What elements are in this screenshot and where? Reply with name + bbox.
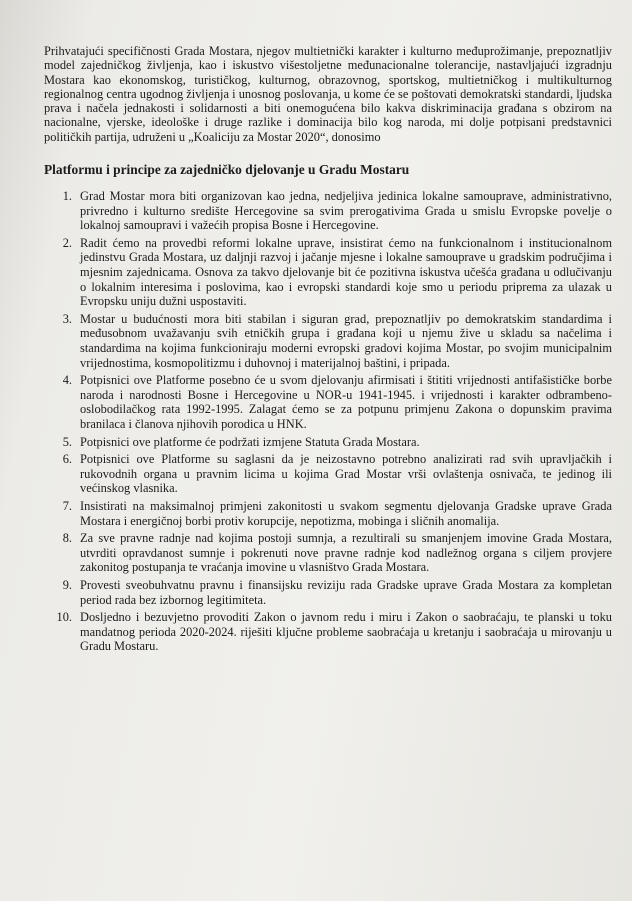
item-text: Potpisnici ove Platforme su saglasni da je neizostavno potrebno analizirati rad svih upravljačkih i rukovodnih organa u pravnim licima u kojima Grad Mostar vrši ovlaštenja osnivača, te jedinog ili većinskog vlasnika. [80, 452, 612, 496]
list-item [44, 312, 612, 370]
section-heading: Platformu i principe za zajedničko djelovanje u Gradu Mostaru [44, 162, 410, 178]
list-item [44, 435, 612, 450]
intro-paragraph: Prihvatajući specifičnosti Grada Mostara, njegov multietnički karakter i kulturno međuprožimanje, prepoznatljiv model zajedničkog življenja, kao i iskustvo višestoljetne međunacionalne tolerancije, nastavljajući izgradnju Mostara kao ekonomskog, turističkog, kulturnog, obrazovnog, sportskog, multietničkog i multikulturnog regionalnog centra ugodnog življenja i unosnog poslovanja, u kome će se poštovati demokratski standardi, ljudska prava i načela jednakosti i solidarnosti a biti onemogućena bilo kakva diskriminacija građana s obzirom na nacionalne, vjerske, ideološke i druge razlike i dominacija bilo kog naroda, mi dolje potpisani predstavnici političkih partija, udruženi u „Koaliciju za Mostar 2020“, donosimo [44, 44, 612, 144]
item-text: Grad Mostar mora biti organizovan kao jedna, nedjeljiva jedinica lokalne samouprave, administrativno, privredno i kulturno središte Hercegovine sa svim prerogativima Grada u smislu Evropske povelje o lokalnoj samoupravi i važećih propisa Bosne i Hercegovine. [80, 189, 612, 233]
list-item [44, 452, 612, 496]
item-text: Za sve pravne radnje nad kojima postoji sumnja, a rezultirali su smanjenjem imovine Grada Mostara, utvrditi opravdanost sumnje i pokrenuti nove pravne radnje kod nadležnog organa s ciljem provjere zakonitog postupanja te vraćanja imovine u vlasništvo Grada Mostara. [80, 531, 612, 575]
item-text: Mostar u budućnosti mora biti stabilan i siguran grad, prepoznatljiv po demokratskim standardima i međusobnom uvažavanju svih etničkih grupa i građana koji u njemu žive u skladu sa načelima i standardima na kojima funkcioniraju moderni evropski gradovi kojima Mostar, po svojim municipalnim vrijednostima, kosmopolitizmu i duhovnoj i materijalnoj baštini, i pripada. [80, 311, 612, 370]
list-item [44, 578, 612, 607]
list-item [44, 610, 612, 654]
list-item [44, 189, 612, 233]
item-number: 4. [62, 373, 72, 388]
item-number: 3. [62, 311, 72, 326]
item-text: Potpisnici ove platforme će podržati izmjene Statuta Grada Mostara. [80, 434, 420, 449]
item-text: Dosljedno i bezuvjetno provoditi Zakon o javnom redu i miru i Zakon o saobraćaju, te planski u toku mandatnog perioda 2020-2024. riješiti ključne probleme saobraćaja u kretanju i saobraćaja u mirovanju u Gradu Mostaru. [80, 610, 612, 654]
item-text: Radit ćemo na provedbi reformi lokalne uprave, insistirat ćemo na funkcionalnom i institucionalnom jedinstvu Grada Mostara, uz daljnji razvoj i jačanje mjesne i lokalne samouprave u gradskim područjima i mjesnim zajednicama. Osnova za takvo djelovanje bit će pozitivna iskustva učešća građana u odlučivanju o lokalnim interesima i poslovima, kao i evropski standardi koje smo u periodu priprema za ulazak u Evropsku uniju dužni uspostaviti. [80, 235, 612, 309]
item-number: 5. [62, 434, 72, 449]
item-number: 8. [62, 531, 72, 546]
principles-list [44, 189, 612, 654]
list-item [44, 373, 612, 431]
item-number: 10. [56, 610, 72, 625]
item-text: Provesti sveobuhvatnu pravnu i finansijsku reviziju rada Gradske uprave Grada Mostara za kompletan period rada bez izbornog legitimiteta. [80, 577, 612, 607]
list-item [44, 499, 612, 528]
item-number: 7. [62, 498, 72, 513]
item-number: 6. [62, 452, 72, 467]
item-text: Insistirati na maksimalnoj primjeni zakonitosti u svakom segmentu djelovanja Gradske uprave Grada Mostara i energičnoj borbi protiv korupcije, nepotizma, mobinga i sličnih anomalija. [80, 498, 612, 528]
item-number: 1. [62, 189, 72, 204]
item-number: 9. [62, 577, 72, 592]
list-item [44, 531, 612, 575]
item-number: 2. [62, 235, 72, 250]
item-text: Potpisnici ove Platforme posebno će u svom djelovanju afirmisati i štititi vrijednosti antifašističke borbe naroda i narodnosti Bosne i Hercegovine u NOR-u 1941-1945. i vrijednosti i karakter odbrambeno-oslobodilačkog rata 1992-1995. Zalagat ćemo se za potpunu primjenu Zakona o dopunskim pravima branilaca i članova njihovih porodica u HNK. [80, 373, 612, 431]
list-item [44, 236, 612, 309]
